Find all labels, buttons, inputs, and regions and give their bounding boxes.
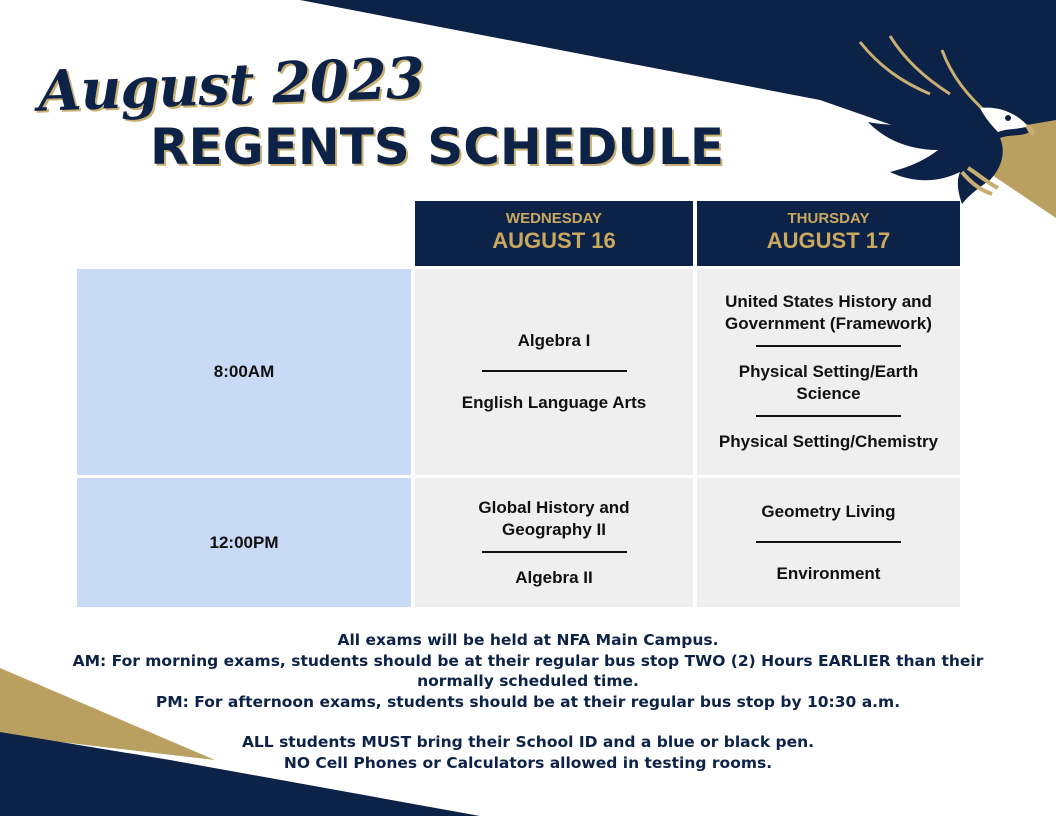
column-day: THURSDAY [787,210,870,227]
title-script: August 2023 [36,45,425,125]
exam-notes [40,630,1016,773]
separator [482,370,627,372]
note-location: All exams will be held at NFA Main Campus. [337,631,719,649]
note-no-phones: NO Cell Phones or Calculators allowed in testing rooms. [283,753,773,772]
column-header-wednesday [415,201,693,266]
exam-cell-wed-am [415,269,693,475]
exam-name: Physical Setting/Chemistry [718,432,939,451]
exam-name: Geometry Living [761,501,896,521]
time-cell-am: 8:00AM [77,269,411,475]
separator [756,345,901,347]
column-header-thursday [697,201,960,266]
exam-name: Environment [776,563,881,583]
time-cell-pm: 12:00PM [77,478,411,607]
page-title: REGENTS SCHEDULE [150,118,725,176]
separator [482,551,627,553]
column-date: AUGUST 17 [766,228,891,253]
exam-cell-thu-am [697,269,960,475]
separator [756,415,901,417]
exam-name: Global History and Geography II [478,497,630,539]
eagle-icon [830,22,1040,212]
exam-name: United States History and Government (Framework) [725,292,932,333]
note-am: AM: For morning exams, students should be at their regular bus stop TWO (2) Hours EARLIER than their normally scheduled time. [72,651,984,690]
column-day: WEDNESDAY [505,210,603,227]
schedule-table [77,201,960,607]
exam-name: English Language Arts [461,393,647,412]
column-date: AUGUST 16 [492,228,616,253]
exam-cell-wed-pm [415,478,693,607]
exam-name: Algebra I [517,331,591,350]
spacer [40,712,1016,732]
exam-name: Algebra II [515,567,593,587]
note-pm: PM: For afternoon exams, students should be at their regular bus stop by 10:30 a.m. [155,692,901,711]
exam-cell-thu-pm [697,478,960,607]
exam-name: Physical Setting/Earth Science [738,362,919,403]
separator [756,541,901,543]
note-id-pen: ALL students MUST bring their School ID and a blue or black pen. [241,733,815,751]
